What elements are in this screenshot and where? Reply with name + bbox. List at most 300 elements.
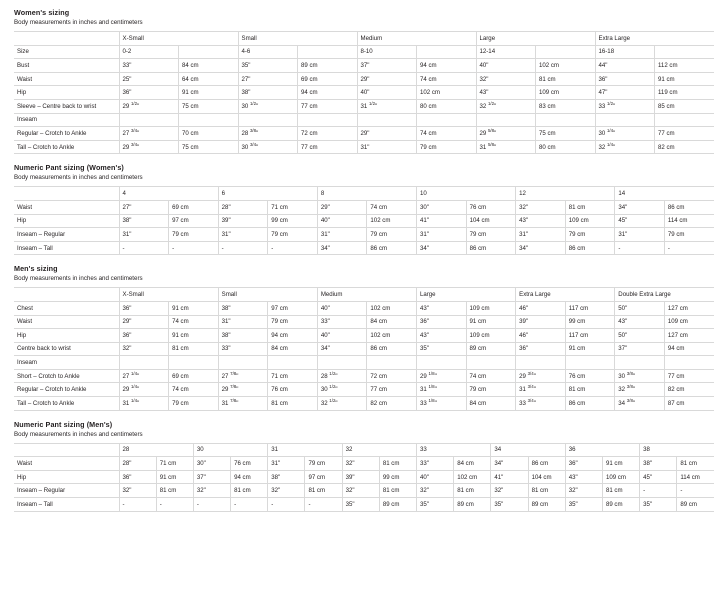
measurement-cell: 32 $^{1/2}$" (476, 99, 536, 113)
measurement-cell: - (677, 484, 714, 498)
row-label: Waist (14, 315, 119, 329)
measurement-cell: 102 cm (367, 329, 417, 343)
column-group-header: X-Small (119, 32, 238, 46)
table-row (14, 45, 714, 59)
table-row (14, 72, 714, 86)
measurement-cell: 102 cm (454, 470, 491, 484)
column-group-header: Large (416, 288, 515, 302)
measurement-cell: 31 $^{1/8}$" (416, 383, 466, 397)
table-row (14, 498, 714, 512)
measurement-cell (417, 113, 477, 127)
measurement-cell: 71 cm (156, 457, 193, 471)
measurement-cell: 27 $^{3/4}$" (119, 127, 179, 141)
measurement-cell (664, 356, 714, 370)
measurement-cell: 81 cm (677, 457, 714, 471)
row-label: Hip (14, 86, 119, 100)
row-label: Short – Crotch to Ankle (14, 369, 119, 383)
measurement-cell: 86 cm (664, 200, 714, 214)
table-row (14, 342, 714, 356)
measurement-cell: 33" (317, 315, 367, 329)
measurement-cell: 81 cm (305, 484, 342, 498)
measurement-cell: 81 cm (602, 484, 639, 498)
measurement-cell: 32" (565, 484, 602, 498)
measurement-cell (238, 113, 298, 127)
measurement-cell: 114 cm (677, 470, 714, 484)
measurement-cell: 75 cm (536, 127, 596, 141)
measurement-cell: 79 cm (268, 228, 318, 242)
column-group-header: 6 (218, 187, 317, 201)
measurement-cell: 102 cm (417, 86, 477, 100)
measurement-cell: 84 cm (268, 342, 318, 356)
section-subtitle: Body measurements in inches and centimeters (14, 275, 143, 283)
size-table-section (14, 8, 714, 154)
measurement-cell: 32" (119, 484, 156, 498)
measurement-cell: 86 cm (367, 342, 417, 356)
measurement-cell: 72 cm (367, 369, 417, 383)
section-title: Numeric Pant sizing (Women's) (14, 163, 124, 173)
measurement-cell: 77 cm (655, 127, 715, 141)
measurement-cell: 81 cm (528, 484, 565, 498)
measurement-cell: 94 cm (298, 86, 358, 100)
measurement-cell: 28 $^{1/2}$" (317, 369, 367, 383)
measurement-cell: 30" (193, 457, 230, 471)
measurement-cell: 38" (119, 214, 169, 228)
measurement-cell: 29 $^{3/4}$" (516, 369, 566, 383)
measurement-cell: 40" (417, 470, 454, 484)
measurement-cell: 94 cm (268, 329, 318, 343)
measurement-cell: 31" (615, 228, 665, 242)
measurement-cell: 91 cm (565, 342, 615, 356)
measurement-cell: 32 $^{3/8}$" (615, 383, 665, 397)
measurement-cell (417, 45, 477, 59)
measurement-cell: 40" (476, 59, 536, 73)
measurement-cell: 41" (417, 214, 467, 228)
measurement-cell: 109 cm (466, 329, 516, 343)
measurement-cell: 81 cm (156, 484, 193, 498)
measurement-cell: 28 $^{3/8}$" (238, 127, 298, 141)
measurement-cell: 43" (516, 214, 566, 228)
section-subtitle: Body measurements in inches and centimeters (14, 19, 143, 26)
table-corner-cell (14, 443, 119, 457)
measurement-cell: 82 cm (664, 383, 714, 397)
measurement-cell: 89 cm (298, 59, 358, 73)
measurement-cell: 37" (193, 470, 230, 484)
measurement-cell: 112 cm (655, 59, 715, 73)
measurement-cell: 36" (595, 72, 655, 86)
measurement-cell: 45" (640, 470, 677, 484)
row-label: Inseam (14, 356, 119, 370)
measurement-cell: 109 cm (664, 315, 714, 329)
measurement-cell: 43" (615, 315, 665, 329)
measurement-cell: 80 cm (417, 99, 477, 113)
measurement-cell: - (218, 241, 268, 255)
table-row (14, 113, 714, 127)
row-label: Centre back to wrist (14, 342, 119, 356)
measurement-cell: 33" (218, 342, 268, 356)
measurement-cell (298, 113, 358, 127)
measurement-cell (179, 45, 239, 59)
measurement-cell (317, 356, 367, 370)
measurement-cell: 86 cm (367, 241, 417, 255)
measurement-cell: 79 cm (466, 383, 516, 397)
measurement-cell: 94 cm (664, 342, 714, 356)
measurement-cell: 33 $^{1/2}$" (595, 99, 655, 113)
column-group-header: 12 (516, 187, 615, 201)
row-label: Waist (14, 200, 119, 214)
measurement-cell: 30 $^{3/8}$" (615, 369, 665, 383)
measurement-cell: 99 cm (379, 470, 416, 484)
table-corner-cell (14, 32, 119, 46)
measurement-cell: - (268, 241, 318, 255)
measurement-cell: 97 cm (305, 470, 342, 484)
measurement-cell: 32" (342, 457, 379, 471)
measurement-cell: 81 cm (231, 484, 268, 498)
measurement-cell: 91 cm (466, 315, 516, 329)
measurement-cell: 109 cm (602, 470, 639, 484)
row-label: Inseam – Tall (14, 241, 119, 255)
size-table (14, 186, 714, 255)
measurement-cell: 29 $^{1/8}$" (416, 369, 466, 383)
measurement-cell: 50" (615, 301, 665, 315)
measurement-cell: 31" (516, 228, 566, 242)
column-group-header: Medium (317, 288, 416, 302)
measurement-cell: 99 cm (268, 214, 318, 228)
table-row (14, 86, 714, 100)
measurement-cell (169, 356, 219, 370)
measurement-cell: 104 cm (466, 214, 516, 228)
measurement-cell: 76 cm (231, 457, 268, 471)
column-group-header: Medium (357, 32, 476, 46)
measurement-cell: 33" (417, 457, 454, 471)
measurement-cell: 29" (357, 72, 417, 86)
table-header-row (14, 288, 714, 302)
measurement-cell: 32" (476, 72, 536, 86)
row-label: Inseam – Tall (14, 498, 119, 512)
table-row (14, 315, 714, 329)
measurement-cell: 30 $^{1/2}$" (238, 99, 298, 113)
measurement-cell: 31" (317, 228, 367, 242)
measurement-cell: 40" (357, 86, 417, 100)
measurement-cell: 79 cm (466, 228, 516, 242)
measurement-cell: 30 $^{3/4}$" (238, 140, 298, 154)
measurement-cell: 31 $^{1/4}$" (119, 397, 169, 411)
row-label: Regular – Crotch to Ankle (14, 127, 119, 141)
column-group-header: 38 (640, 443, 714, 457)
measurement-cell: 50" (615, 329, 665, 343)
section-title: Men's sizing (14, 264, 58, 274)
measurement-cell: 89 cm (528, 498, 565, 512)
measurement-cell: 91 cm (169, 329, 219, 343)
measurement-cell: 127 cm (664, 329, 714, 343)
measurement-cell: 79 cm (169, 397, 219, 411)
measurement-cell: 30" (417, 200, 467, 214)
measurement-cell: - (119, 241, 169, 255)
table-row (14, 369, 714, 383)
measurement-cell: 89 cm (677, 498, 714, 512)
measurement-cell: 109 cm (536, 86, 596, 100)
measurement-cell: 81 cm (536, 72, 596, 86)
measurement-cell (466, 356, 516, 370)
size-table (14, 31, 714, 154)
measurement-cell: 27 $^{1/4}$" (119, 369, 169, 383)
measurement-cell: 99 cm (565, 315, 615, 329)
measurement-cell: 36" (516, 342, 566, 356)
measurement-cell: - (193, 498, 230, 512)
measurement-cell: 25" (119, 72, 179, 86)
measurement-cell (218, 356, 268, 370)
table-row (14, 99, 714, 113)
measurement-cell: 71 cm (268, 200, 318, 214)
measurement-cell: - (268, 498, 305, 512)
measurement-cell: 27" (119, 200, 169, 214)
row-label: Regular – Crotch to Ankle (14, 383, 119, 397)
measurement-cell: 69 cm (169, 369, 219, 383)
measurement-cell: 75 cm (179, 99, 239, 113)
measurement-cell: 64 cm (179, 72, 239, 86)
measurement-cell: 44" (595, 59, 655, 73)
measurement-cell (536, 45, 596, 59)
measurement-cell: 81 cm (565, 200, 615, 214)
section-title: Women's sizing (14, 8, 70, 17)
row-label: Hip (14, 214, 119, 228)
measurement-cell: 89 cm (466, 342, 516, 356)
measurement-cell (119, 113, 179, 127)
measurement-cell: 31 $^{5/8}$" (476, 140, 536, 154)
table-header-row (14, 187, 714, 201)
measurement-cell: 36" (119, 86, 179, 100)
measurement-cell: 81 cm (454, 484, 491, 498)
measurement-cell: 75 cm (179, 140, 239, 154)
measurement-cell: 27" (238, 72, 298, 86)
measurement-cell: 29" (119, 315, 169, 329)
measurement-cell: - (169, 241, 219, 255)
measurement-cell: 32 $^{1/2}$" (317, 397, 367, 411)
measurement-cell: 36" (119, 470, 156, 484)
measurement-cell: 40" (317, 329, 367, 343)
measurement-cell: 76 cm (565, 369, 615, 383)
measurement-cell: 16-18 (595, 45, 655, 59)
size-table-section (14, 420, 714, 512)
measurement-cell: 102 cm (367, 301, 417, 315)
measurement-cell: 32" (119, 342, 169, 356)
measurement-cell: 29 $^{1/4}$" (119, 383, 169, 397)
measurement-cell: 81 cm (379, 457, 416, 471)
measurement-cell: 38" (268, 470, 305, 484)
column-group-header: 14 (615, 187, 714, 201)
table-row (14, 470, 714, 484)
measurement-cell: 8-10 (357, 45, 417, 59)
column-group-header: X-Small (119, 288, 218, 302)
table-row (14, 140, 714, 154)
measurement-cell: 43" (476, 86, 536, 100)
measurement-cell: 36" (565, 457, 602, 471)
measurement-cell: 43" (565, 470, 602, 484)
measurement-cell: 37" (357, 59, 417, 73)
measurement-cell: 38" (218, 301, 268, 315)
measurement-cell: 77 cm (298, 140, 358, 154)
table-row (14, 457, 714, 471)
table-row (14, 200, 714, 214)
measurement-cell: 91 cm (179, 86, 239, 100)
column-group-header: Double Extra Large (615, 288, 714, 302)
measurement-cell: 29" (317, 200, 367, 214)
table-row (14, 241, 714, 255)
measurement-cell (416, 356, 466, 370)
column-group-header: Extra Large (516, 288, 615, 302)
measurement-cell: 34" (317, 342, 367, 356)
measurement-cell: 117 cm (565, 329, 615, 343)
column-group-header: 8 (317, 187, 416, 201)
measurement-cell: 82 cm (655, 140, 715, 154)
measurement-cell (565, 356, 615, 370)
measurement-cell: 34" (615, 200, 665, 214)
table-row (14, 214, 714, 228)
measurement-cell: 12-14 (476, 45, 536, 59)
measurement-cell: 87 cm (664, 397, 714, 411)
measurement-cell: 76 cm (268, 383, 318, 397)
measurement-cell: 72 cm (298, 127, 358, 141)
measurement-cell: 82 cm (367, 397, 417, 411)
measurement-cell: 84 cm (367, 315, 417, 329)
measurement-cell: 97 cm (169, 214, 219, 228)
size-guide-sections (14, 8, 714, 512)
measurement-cell: 91 cm (169, 301, 219, 315)
table-row (14, 397, 714, 411)
measurement-cell: 28" (119, 457, 156, 471)
measurement-cell: 32" (417, 484, 454, 498)
table-row (14, 484, 714, 498)
measurement-cell: 31" (218, 228, 268, 242)
measurement-cell: 31" (417, 228, 467, 242)
measurement-cell: 31 $^{7/8}$" (218, 397, 268, 411)
measurement-cell: 32 $^{1/4}$" (595, 140, 655, 154)
measurement-cell: 89 cm (379, 498, 416, 512)
measurement-cell: 74 cm (169, 315, 219, 329)
column-group-header: 30 (193, 443, 267, 457)
column-group-header: 34 (491, 443, 565, 457)
measurement-cell: 104 cm (528, 470, 565, 484)
measurement-cell (516, 356, 566, 370)
measurement-cell: 29 $^{3/4}$" (119, 140, 179, 154)
column-group-header: 31 (268, 443, 342, 457)
measurement-cell: 71 cm (268, 369, 318, 383)
measurement-cell: 74 cm (367, 200, 417, 214)
measurement-cell: 86 cm (565, 397, 615, 411)
measurement-cell: 35" (342, 498, 379, 512)
measurement-cell: 79 cm (417, 140, 477, 154)
table-header-row (14, 443, 714, 457)
row-label: Hip (14, 329, 119, 343)
measurement-cell: 70 cm (179, 127, 239, 141)
table-row (14, 301, 714, 315)
measurement-cell: 34" (417, 241, 467, 255)
table-row (14, 127, 714, 141)
measurement-cell: 69 cm (298, 72, 358, 86)
measurement-cell: 79 cm (268, 315, 318, 329)
measurement-cell: 0-2 (119, 45, 179, 59)
row-label: Inseam (14, 113, 119, 127)
measurement-cell: 46" (516, 301, 566, 315)
measurement-cell: 29 $^{7/8}$" (218, 383, 268, 397)
measurement-cell: 89 cm (602, 498, 639, 512)
measurement-cell: 85 cm (655, 99, 715, 113)
measurement-cell: 31 $^{1/2}$" (357, 99, 417, 113)
measurement-cell (655, 113, 715, 127)
measurement-cell: 81 cm (169, 342, 219, 356)
column-group-header: 33 (417, 443, 491, 457)
measurement-cell: 79 cm (305, 457, 342, 471)
measurement-cell: 79 cm (169, 228, 219, 242)
measurement-cell: 80 cm (536, 140, 596, 154)
column-group-header: 4 (119, 187, 218, 201)
measurement-cell: 79 cm (565, 228, 615, 242)
measurement-cell: 31" (268, 457, 305, 471)
measurement-cell: 102 cm (367, 214, 417, 228)
row-label: Tall – Crotch to Ankle (14, 140, 119, 154)
measurement-cell: 86 cm (565, 241, 615, 255)
measurement-cell: 91 cm (655, 72, 715, 86)
measurement-cell: - (305, 498, 342, 512)
measurement-cell: 37" (615, 342, 665, 356)
measurement-cell: 79 cm (664, 228, 714, 242)
measurement-cell: 47" (595, 86, 655, 100)
measurement-cell: 114 cm (664, 214, 714, 228)
measurement-cell: 119 cm (655, 86, 715, 100)
measurement-cell: 74 cm (169, 383, 219, 397)
measurement-cell: 31 $^{3/4}$" (516, 383, 566, 397)
measurement-cell: 69 cm (169, 200, 219, 214)
measurement-cell: 43" (416, 301, 466, 315)
column-group-header: 32 (342, 443, 416, 457)
measurement-cell (268, 356, 318, 370)
table-row (14, 383, 714, 397)
size-table (14, 287, 714, 410)
measurement-cell: - (119, 498, 156, 512)
column-group-header: 10 (417, 187, 516, 201)
table-header-row (14, 32, 714, 46)
measurement-cell: 4-6 (238, 45, 298, 59)
measurement-cell: 35" (491, 498, 528, 512)
measurement-cell: 102 cm (536, 59, 596, 73)
measurement-cell: - (231, 498, 268, 512)
measurement-cell: 97 cm (268, 301, 318, 315)
measurement-cell: 74 cm (466, 369, 516, 383)
measurement-cell: 94 cm (417, 59, 477, 73)
measurement-cell: 32" (491, 484, 528, 498)
measurement-cell: 109 cm (565, 214, 615, 228)
measurement-cell: 45" (615, 214, 665, 228)
column-group-header: Small (238, 32, 357, 46)
measurement-cell: 86 cm (466, 241, 516, 255)
measurement-cell: 36" (119, 329, 169, 343)
column-group-header: 28 (119, 443, 193, 457)
table-row (14, 356, 714, 370)
measurement-cell: 46" (516, 329, 566, 343)
row-label: Waist (14, 457, 119, 471)
column-group-header: 36 (565, 443, 639, 457)
measurement-cell: 36" (416, 315, 466, 329)
size-table-section (14, 163, 714, 255)
measurement-cell: 77 cm (664, 369, 714, 383)
measurement-cell (367, 356, 417, 370)
measurement-cell: 40" (317, 214, 367, 228)
measurement-cell: 40" (317, 301, 367, 315)
measurement-cell (536, 113, 596, 127)
measurement-cell: 35" (565, 498, 602, 512)
measurement-cell: 74 cm (417, 72, 477, 86)
measurement-cell: - (664, 241, 714, 255)
measurement-cell (615, 356, 665, 370)
